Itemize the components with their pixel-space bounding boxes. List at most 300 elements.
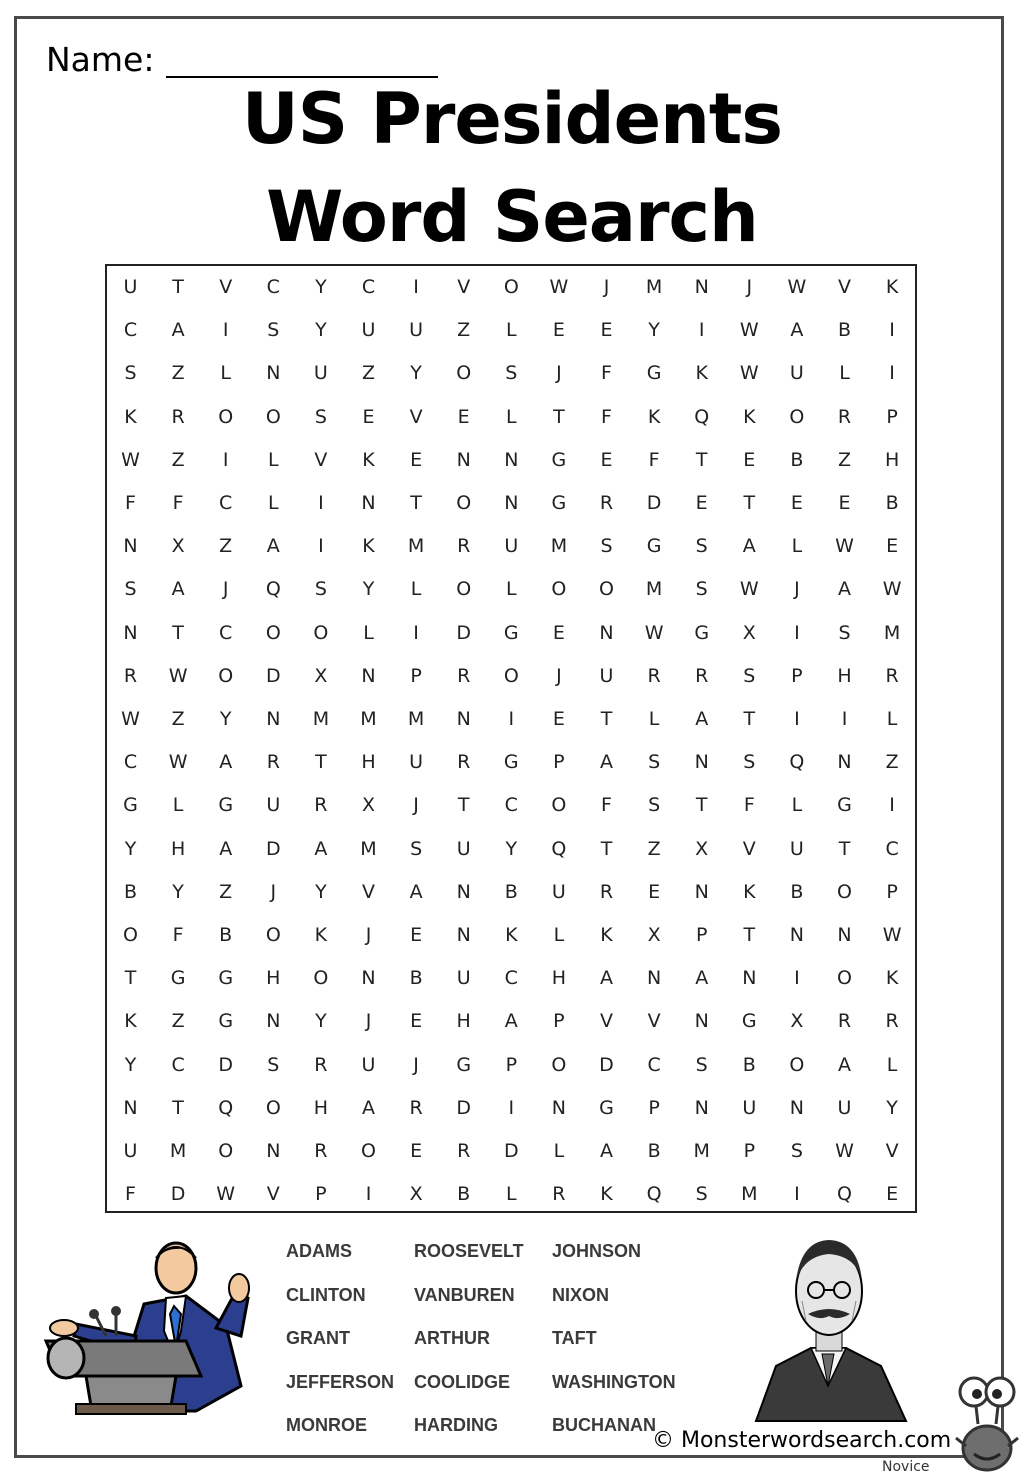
- grid-letter[interactable]: R: [457, 535, 471, 558]
- grid-letter[interactable]: W: [121, 448, 140, 471]
- grid-letter[interactable]: K: [743, 405, 756, 428]
- grid-letter[interactable]: K: [647, 405, 661, 428]
- grid-letter[interactable]: Q: [218, 1096, 234, 1119]
- grid-letter[interactable]: O: [265, 405, 281, 428]
- grid-letter[interactable]: U: [789, 362, 804, 385]
- grid-letter[interactable]: Y: [648, 319, 660, 342]
- grid-letter[interactable]: W: [549, 276, 569, 298]
- grid-letter[interactable]: C: [647, 1053, 661, 1076]
- grid-letter[interactable]: N: [837, 924, 852, 946]
- grid-letter[interactable]: M: [741, 1183, 758, 1206]
- grid-letter[interactable]: I: [413, 621, 419, 644]
- grid-letter[interactable]: R: [314, 1140, 328, 1162]
- grid-letter[interactable]: O: [789, 405, 805, 428]
- grid-letter[interactable]: Y: [172, 880, 184, 903]
- grid-letter[interactable]: I: [889, 362, 895, 385]
- grid-letter[interactable]: G: [646, 535, 662, 558]
- grid-letter[interactable]: Z: [171, 708, 185, 730]
- grid-letter[interactable]: O: [265, 621, 281, 644]
- grid-letter[interactable]: L: [363, 621, 374, 644]
- grid-letter[interactable]: R: [266, 751, 280, 774]
- grid-letter[interactable]: E: [743, 448, 756, 471]
- grid-letter[interactable]: C: [885, 837, 899, 860]
- grid-letter[interactable]: Y: [315, 276, 327, 298]
- grid-letter[interactable]: E: [790, 492, 803, 514]
- grid-letter[interactable]: I: [794, 708, 800, 730]
- grid-letter[interactable]: Y: [315, 880, 327, 903]
- grid-letter[interactable]: G: [551, 448, 567, 471]
- grid-letter[interactable]: N: [266, 1140, 281, 1162]
- grid-letter[interactable]: R: [457, 664, 471, 687]
- grid-letter[interactable]: C: [361, 276, 376, 298]
- grid-letter[interactable]: P: [410, 664, 422, 687]
- grid-letter[interactable]: W: [168, 664, 188, 687]
- grid-letter[interactable]: W: [835, 535, 854, 558]
- grid-letter[interactable]: G: [503, 751, 519, 774]
- grid-letter[interactable]: Y: [124, 1053, 137, 1076]
- grid-letter[interactable]: T: [600, 837, 613, 860]
- grid-letter[interactable]: J: [603, 276, 610, 298]
- grid-letter[interactable]: O: [551, 794, 567, 817]
- grid-letter[interactable]: N: [789, 1096, 804, 1119]
- grid-letter[interactable]: Y: [219, 708, 232, 730]
- grid-letter[interactable]: H: [551, 967, 567, 990]
- grid-letter[interactable]: D: [503, 1140, 519, 1162]
- grid-letter[interactable]: U: [361, 319, 376, 342]
- grid-letter[interactable]: T: [410, 492, 422, 514]
- grid-letter[interactable]: G: [218, 1010, 234, 1033]
- grid-letter[interactable]: N: [551, 1096, 566, 1119]
- grid-letter[interactable]: E: [410, 1140, 423, 1162]
- grid-letter[interactable]: E: [886, 535, 899, 558]
- grid-letter[interactable]: L: [220, 362, 231, 385]
- grid-letter[interactable]: P: [791, 664, 803, 687]
- grid-letter[interactable]: A: [838, 578, 851, 601]
- grid-letter[interactable]: O: [599, 578, 614, 601]
- grid-letter[interactable]: X: [647, 924, 661, 946]
- grid-letter[interactable]: M: [645, 276, 663, 298]
- grid-letter[interactable]: S: [695, 1053, 708, 1076]
- grid-letter[interactable]: F: [601, 405, 612, 428]
- grid-letter[interactable]: L: [172, 794, 184, 817]
- grid-letter[interactable]: C: [123, 751, 138, 774]
- grid-letter[interactable]: S: [410, 837, 423, 860]
- grid-letter[interactable]: N: [742, 967, 757, 990]
- grid-letter[interactable]: R: [837, 1010, 852, 1033]
- grid-letter[interactable]: Q: [837, 1183, 852, 1206]
- grid-letter[interactable]: U: [409, 751, 424, 774]
- grid-letter[interactable]: L: [506, 578, 517, 601]
- grid-letter[interactable]: U: [837, 1096, 852, 1119]
- grid-letter[interactable]: J: [556, 664, 562, 687]
- grid-letter[interactable]: N: [456, 448, 471, 471]
- grid-letter[interactable]: W: [739, 578, 759, 601]
- grid-letter[interactable]: S: [267, 1053, 280, 1076]
- grid-letter[interactable]: J: [556, 362, 562, 385]
- grid-letter[interactable]: D: [456, 1096, 471, 1119]
- grid-letter[interactable]: K: [314, 924, 328, 946]
- grid-letter[interactable]: V: [314, 448, 328, 471]
- grid-letter[interactable]: T: [457, 794, 470, 817]
- grid-letter[interactable]: M: [360, 837, 377, 860]
- grid-letter[interactable]: E: [552, 319, 565, 342]
- grid-letter[interactable]: L: [886, 708, 898, 730]
- grid-letter[interactable]: K: [743, 880, 756, 903]
- grid-letter[interactable]: N: [361, 664, 376, 687]
- grid-letter[interactable]: R: [314, 1053, 328, 1076]
- grid-letter[interactable]: F: [125, 492, 136, 514]
- grid-letter[interactable]: Y: [505, 837, 518, 860]
- grid-letter[interactable]: T: [838, 837, 851, 860]
- grid-letter[interactable]: N: [789, 924, 804, 946]
- grid-letter[interactable]: L: [506, 319, 517, 342]
- grid-letter[interactable]: P: [743, 1140, 756, 1162]
- grid-letter[interactable]: Z: [219, 535, 233, 558]
- grid-letter[interactable]: S: [790, 1140, 803, 1162]
- grid-letter[interactable]: Q: [265, 578, 281, 601]
- grid-letter[interactable]: D: [265, 837, 281, 860]
- grid-letter[interactable]: W: [121, 708, 140, 730]
- grid-letter[interactable]: Y: [362, 578, 375, 601]
- grid-letter[interactable]: C: [504, 794, 518, 817]
- grid-letter[interactable]: W: [739, 362, 759, 385]
- grid-letter[interactable]: C: [266, 276, 280, 298]
- grid-letter[interactable]: D: [599, 1053, 614, 1076]
- grid-letter[interactable]: Z: [171, 448, 185, 471]
- grid-letter[interactable]: A: [314, 837, 328, 860]
- grid-letter[interactable]: B: [504, 880, 518, 903]
- grid-letter[interactable]: R: [695, 664, 709, 687]
- grid-letter[interactable]: K: [124, 1010, 137, 1033]
- grid-letter[interactable]: E: [600, 319, 613, 342]
- grid-letter[interactable]: Z: [361, 362, 376, 385]
- grid-letter[interactable]: G: [123, 794, 138, 817]
- grid-letter[interactable]: H: [456, 1010, 471, 1033]
- grid-letter[interactable]: G: [599, 1096, 614, 1119]
- grid-letter[interactable]: U: [551, 880, 566, 903]
- grid-letter[interactable]: U: [313, 362, 328, 385]
- grid-letter[interactable]: Y: [410, 362, 422, 385]
- word-search-grid[interactable]: [105, 264, 917, 1213]
- grid-letter[interactable]: X: [361, 794, 376, 817]
- grid-letter[interactable]: V: [885, 1140, 899, 1162]
- grid-letter[interactable]: X: [314, 664, 328, 687]
- grid-letter[interactable]: O: [837, 880, 852, 903]
- grid-letter[interactable]: S: [695, 578, 708, 601]
- grid-letter[interactable]: K: [362, 448, 375, 471]
- grid-letter[interactable]: O: [313, 967, 329, 990]
- grid-letter[interactable]: W: [787, 276, 807, 298]
- grid-letter[interactable]: S: [695, 1183, 708, 1206]
- grid-letter[interactable]: J: [413, 1053, 419, 1076]
- grid-letter[interactable]: R: [314, 794, 328, 817]
- grid-letter[interactable]: B: [742, 1053, 756, 1076]
- grid-letter[interactable]: I: [508, 1096, 515, 1119]
- grid-letter[interactable]: U: [789, 837, 804, 860]
- grid-letter[interactable]: A: [790, 319, 804, 342]
- grid-letter[interactable]: N: [123, 1096, 138, 1119]
- grid-letter[interactable]: I: [841, 708, 848, 730]
- grid-letter[interactable]: K: [600, 924, 613, 946]
- grid-letter[interactable]: E: [838, 492, 851, 514]
- grid-letter[interactable]: E: [886, 1183, 899, 1206]
- grid-letter[interactable]: A: [600, 1140, 613, 1162]
- grid-letter[interactable]: C: [219, 621, 233, 644]
- grid-letter[interactable]: W: [835, 1140, 854, 1162]
- grid-letter[interactable]: Z: [171, 1010, 185, 1033]
- grid-letter[interactable]: S: [838, 621, 851, 644]
- grid-letter[interactable]: R: [647, 664, 661, 687]
- grid-letter[interactable]: N: [456, 924, 471, 946]
- grid-letter[interactable]: U: [504, 535, 519, 558]
- grid-letter[interactable]: O: [218, 405, 234, 428]
- grid-letter[interactable]: O: [837, 967, 852, 990]
- grid-letter[interactable]: T: [743, 492, 756, 514]
- grid-letter[interactable]: L: [506, 1183, 517, 1206]
- grid-letter[interactable]: D: [170, 1183, 186, 1206]
- grid-letter[interactable]: F: [601, 794, 612, 817]
- grid-letter[interactable]: N: [599, 621, 614, 644]
- grid-letter[interactable]: K: [600, 1183, 613, 1206]
- grid-letter[interactable]: V: [266, 1183, 280, 1206]
- grid-letter[interactable]: Y: [124, 837, 137, 860]
- grid-letter[interactable]: M: [883, 621, 901, 644]
- grid-letter[interactable]: E: [552, 621, 565, 644]
- grid-letter[interactable]: M: [693, 1140, 710, 1162]
- grid-letter[interactable]: E: [552, 708, 565, 730]
- grid-letter[interactable]: W: [216, 1183, 236, 1206]
- grid-letter[interactable]: A: [362, 1096, 375, 1119]
- grid-letter[interactable]: V: [362, 880, 375, 903]
- grid-letter[interactable]: Z: [457, 319, 471, 342]
- grid-letter[interactable]: M: [407, 535, 425, 558]
- grid-letter[interactable]: K: [885, 276, 899, 298]
- grid-letter[interactable]: K: [124, 405, 137, 428]
- grid-letter[interactable]: F: [648, 448, 660, 471]
- grid-letter[interactable]: G: [646, 362, 662, 385]
- grid-letter[interactable]: I: [698, 319, 705, 342]
- grid-letter[interactable]: O: [456, 578, 472, 601]
- grid-letter[interactable]: M: [550, 535, 568, 558]
- grid-letter[interactable]: I: [889, 794, 895, 817]
- grid-letter[interactable]: M: [407, 708, 425, 730]
- grid-letter[interactable]: I: [365, 1183, 372, 1206]
- grid-letter[interactable]: P: [648, 1096, 660, 1119]
- grid-letter[interactable]: O: [218, 664, 234, 687]
- grid-letter[interactable]: L: [839, 362, 850, 385]
- grid-letter[interactable]: I: [318, 492, 324, 514]
- grid-letter[interactable]: G: [218, 794, 234, 817]
- grid-letter[interactable]: G: [741, 1010, 757, 1033]
- grid-letter[interactable]: V: [647, 1010, 661, 1033]
- grid-letter[interactable]: I: [794, 621, 800, 644]
- grid-letter[interactable]: P: [505, 1053, 518, 1076]
- grid-letter[interactable]: Z: [885, 751, 899, 774]
- grid-letter[interactable]: U: [742, 1096, 757, 1119]
- grid-letter[interactable]: S: [267, 319, 280, 342]
- grid-letter[interactable]: A: [266, 535, 280, 558]
- grid-letter[interactable]: M: [169, 1140, 187, 1162]
- grid-letter[interactable]: O: [551, 578, 567, 601]
- grid-letter[interactable]: H: [361, 751, 376, 774]
- grid-letter[interactable]: L: [410, 578, 422, 601]
- grid-letter[interactable]: M: [312, 708, 330, 730]
- grid-letter[interactable]: B: [409, 967, 423, 990]
- grid-letter[interactable]: U: [123, 1140, 138, 1162]
- grid-letter[interactable]: X: [171, 535, 185, 558]
- grid-letter[interactable]: B: [790, 880, 804, 903]
- grid-letter[interactable]: F: [172, 492, 184, 514]
- grid-letter[interactable]: G: [456, 1053, 472, 1076]
- grid-letter[interactable]: J: [270, 880, 277, 903]
- grid-letter[interactable]: W: [739, 319, 759, 342]
- grid-letter[interactable]: L: [791, 794, 803, 817]
- grid-letter[interactable]: C: [504, 967, 518, 990]
- grid-letter[interactable]: E: [410, 924, 423, 946]
- grid-letter[interactable]: D: [218, 1053, 233, 1076]
- grid-letter[interactable]: V: [742, 837, 756, 860]
- grid-letter[interactable]: R: [171, 405, 185, 428]
- grid-letter[interactable]: H: [170, 837, 186, 860]
- grid-letter[interactable]: S: [505, 362, 518, 385]
- grid-letter[interactable]: S: [648, 794, 661, 817]
- grid-letter[interactable]: B: [647, 1140, 661, 1162]
- grid-letter[interactable]: L: [553, 1140, 565, 1162]
- grid-letter[interactable]: A: [219, 751, 233, 774]
- grid-letter[interactable]: A: [171, 319, 185, 342]
- grid-letter[interactable]: R: [409, 1096, 423, 1119]
- grid-letter[interactable]: N: [123, 535, 138, 558]
- grid-letter[interactable]: U: [409, 319, 424, 342]
- grid-letter[interactable]: Y: [315, 319, 327, 342]
- grid-letter[interactable]: O: [265, 1096, 281, 1119]
- grid-letter[interactable]: O: [218, 1140, 234, 1162]
- grid-letter[interactable]: B: [219, 924, 233, 946]
- grid-letter[interactable]: R: [885, 664, 899, 687]
- grid-letter[interactable]: T: [600, 708, 613, 730]
- grid-letter[interactable]: U: [456, 837, 471, 860]
- grid-letter[interactable]: N: [456, 880, 471, 903]
- grid-letter[interactable]: N: [361, 967, 376, 990]
- grid-letter[interactable]: G: [170, 967, 186, 990]
- grid-letter[interactable]: K: [362, 535, 375, 558]
- grid-letter[interactable]: N: [646, 967, 662, 990]
- grid-letter[interactable]: N: [456, 708, 471, 730]
- grid-letter[interactable]: H: [266, 967, 281, 990]
- grid-letter[interactable]: Z: [171, 362, 185, 385]
- grid-letter[interactable]: R: [837, 405, 852, 428]
- grid-letter[interactable]: P: [315, 1183, 327, 1206]
- grid-letter[interactable]: D: [456, 621, 471, 644]
- grid-letter[interactable]: E: [695, 492, 708, 514]
- grid-letter[interactable]: N: [694, 1010, 709, 1033]
- grid-letter[interactable]: E: [457, 405, 470, 428]
- grid-letter[interactable]: A: [600, 967, 613, 990]
- grid-letter[interactable]: T: [743, 708, 756, 730]
- grid-letter[interactable]: W: [168, 751, 188, 774]
- grid-letter[interactable]: R: [885, 1010, 899, 1033]
- grid-letter[interactable]: O: [456, 492, 472, 514]
- grid-letter[interactable]: I: [794, 967, 800, 990]
- grid-letter[interactable]: L: [268, 448, 279, 471]
- grid-letter[interactable]: U: [361, 1053, 376, 1076]
- grid-letter[interactable]: V: [838, 276, 851, 298]
- grid-letter[interactable]: I: [508, 708, 515, 730]
- grid-letter[interactable]: H: [884, 448, 900, 471]
- grid-letter[interactable]: R: [123, 664, 138, 687]
- grid-letter[interactable]: U: [266, 794, 281, 817]
- grid-letter[interactable]: Q: [646, 1183, 662, 1206]
- grid-letter[interactable]: P: [695, 924, 708, 946]
- grid-letter[interactable]: N: [504, 492, 519, 514]
- grid-letter[interactable]: O: [551, 1053, 567, 1076]
- grid-letter[interactable]: T: [172, 276, 184, 298]
- grid-letter[interactable]: A: [600, 751, 613, 774]
- grid-letter[interactable]: I: [318, 535, 324, 558]
- grid-letter[interactable]: J: [794, 578, 800, 601]
- grid-letter[interactable]: I: [222, 448, 229, 471]
- grid-letter[interactable]: N: [266, 708, 281, 730]
- grid-letter[interactable]: P: [886, 405, 898, 428]
- grid-letter[interactable]: I: [889, 319, 895, 342]
- grid-letter[interactable]: T: [743, 924, 756, 946]
- grid-letter[interactable]: N: [123, 621, 138, 644]
- grid-letter[interactable]: L: [886, 1053, 898, 1076]
- grid-letter[interactable]: O: [503, 664, 519, 687]
- grid-letter[interactable]: S: [124, 362, 137, 385]
- grid-letter[interactable]: D: [646, 492, 662, 514]
- grid-letter[interactable]: Z: [219, 880, 233, 903]
- grid-letter[interactable]: N: [694, 880, 709, 903]
- grid-letter[interactable]: A: [695, 708, 709, 730]
- grid-letter[interactable]: J: [746, 276, 753, 298]
- grid-letter[interactable]: T: [124, 967, 137, 990]
- grid-letter[interactable]: H: [837, 664, 852, 687]
- grid-letter[interactable]: A: [409, 880, 423, 903]
- grid-letter[interactable]: B: [837, 319, 852, 342]
- grid-letter[interactable]: C: [219, 492, 233, 514]
- grid-letter[interactable]: C: [171, 1053, 185, 1076]
- grid-letter[interactable]: A: [504, 1010, 518, 1033]
- grid-letter[interactable]: L: [553, 924, 565, 946]
- grid-letter[interactable]: I: [794, 1183, 800, 1206]
- grid-letter[interactable]: O: [456, 362, 472, 385]
- grid-letter[interactable]: K: [505, 924, 518, 946]
- grid-letter[interactable]: W: [882, 578, 902, 601]
- grid-letter[interactable]: E: [410, 448, 423, 471]
- grid-letter[interactable]: L: [506, 405, 517, 428]
- grid-letter[interactable]: Y: [315, 1010, 327, 1033]
- grid-letter[interactable]: S: [695, 535, 708, 558]
- grid-letter[interactable]: O: [265, 924, 281, 946]
- grid-letter[interactable]: Q: [694, 405, 710, 428]
- grid-letter[interactable]: N: [694, 751, 709, 774]
- grid-letter[interactable]: D: [265, 664, 281, 687]
- grid-letter[interactable]: T: [695, 794, 708, 817]
- grid-letter[interactable]: N: [504, 448, 519, 471]
- grid-letter[interactable]: R: [599, 880, 614, 903]
- grid-letter[interactable]: A: [219, 837, 233, 860]
- grid-letter[interactable]: A: [171, 578, 185, 601]
- grid-letter[interactable]: M: [360, 708, 377, 730]
- grid-letter[interactable]: F: [743, 794, 755, 817]
- grid-letter[interactable]: A: [742, 535, 756, 558]
- grid-letter[interactable]: X: [695, 837, 709, 860]
- grid-letter[interactable]: V: [219, 276, 233, 298]
- grid-letter[interactable]: E: [362, 405, 375, 428]
- grid-letter[interactable]: U: [456, 967, 471, 990]
- grid-letter[interactable]: T: [315, 751, 327, 774]
